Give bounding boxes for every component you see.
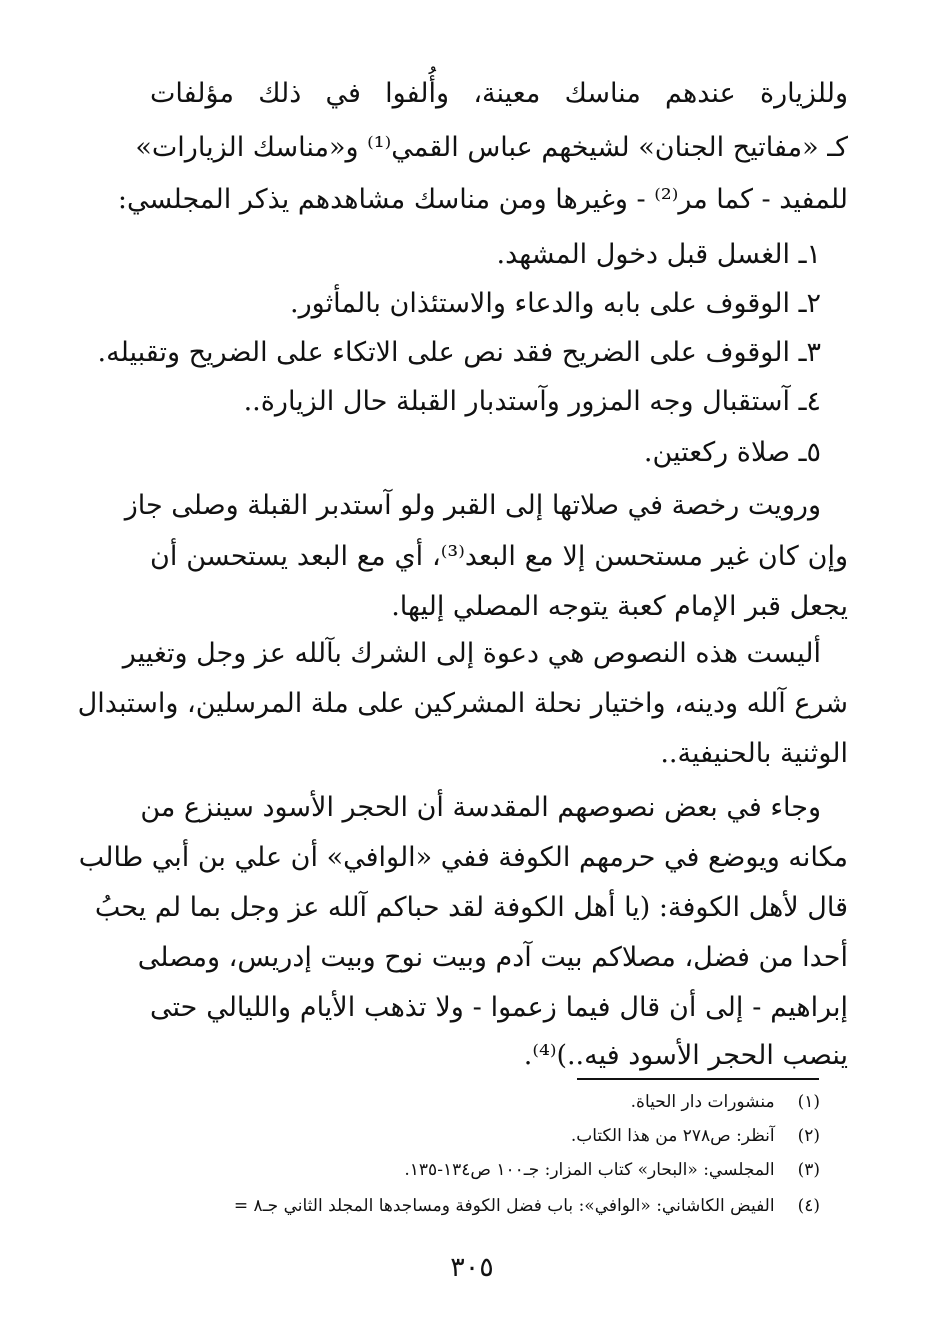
footnote-text: الفيض الكاشاني: «الوافي»: باب فضل الكوفة ومساجدها المجلد الثاني جـ٨ = bbox=[233, 1196, 775, 1216]
list-item: ٥ـ صلاة ركعتين. bbox=[643, 437, 821, 468]
footnote-number: (٢) bbox=[797, 1126, 820, 1146]
body-line: شرع آلله ودينه، واختيار نحلة المشركين على ملة المرسلين، واستبدال bbox=[77, 688, 848, 719]
footnote bbox=[234, 1196, 820, 1216]
body-line: قال لأهل الكوفة: (يا أهل الكوفة لقد حباكم آلله عز وجل بما لم يحبُ bbox=[94, 892, 848, 923]
body-line: وإن كان غير مستحسن إلا مع البعد⁽³⁾، أي مع البعد يستحسن أن bbox=[150, 541, 849, 572]
list-item: ١ـ الغسل قبل دخول المشهد. bbox=[496, 239, 821, 270]
body-line: الوثنية بالحنيفية.. bbox=[660, 738, 848, 769]
body-line: وللزيارة عندهم مناسك معينة، وأُلفوا في ذلك مؤلفات bbox=[150, 78, 848, 109]
body-line: يجعل قبر الإمام كعبة يتوجه المصلي إليها. bbox=[391, 591, 848, 622]
body-line: أحدا من فضل، مصلاكم بيت آدم وبيت نوح وبيت إدريس، ومصلى bbox=[137, 942, 848, 973]
body-line: إبراهيم - إلى أن قال فيما زعموا - ولا تذهب الأيام والليالي حتى bbox=[150, 992, 848, 1023]
body-line: كـ «مفاتيح الجنان» لشيخهم عباس القمي⁽¹⁾ و«مناسك الزيارات» bbox=[135, 132, 848, 163]
list-item: ٢ـ الوقوف على بابه والدعاء والاستئذان بالمأثور. bbox=[290, 288, 821, 319]
body-line: ينصب الحجر الأسود فيه..)⁽⁴⁾. bbox=[523, 1040, 848, 1071]
body-line: أليست هذه النصوص هي دعوة إلى الشرك بآلله عز وجل وتغيير bbox=[122, 638, 821, 669]
page-number: ٣٠٥ bbox=[450, 1252, 494, 1283]
list-item: ٣ـ الوقوف على الضريح فقد نص على الاتكاء على الضريح وتقبيله. bbox=[97, 337, 821, 368]
body-line: مكانه ويوضع في حرمهم الكوفة ففي «الوافي» أن علي بن أبي طالب bbox=[78, 842, 848, 873]
footnote-number: (٣) bbox=[797, 1160, 820, 1180]
footnote-rule bbox=[577, 1078, 819, 1080]
body-line: ورويت رخصة في صلاتها إلى القبر ولو آستدبر القبلة وصلى جاز bbox=[124, 490, 821, 521]
footnote bbox=[571, 1126, 820, 1146]
body-line: وجاء في بعض نصوصهم المقدسة أن الحجر الأسود سينزع من bbox=[140, 792, 821, 823]
body-line: للمفيد - كما مر⁽²⁾ - وغيرها ومن مناسك مشاهدهم يذكر المجلسي: bbox=[117, 184, 848, 215]
footnote bbox=[404, 1160, 820, 1180]
footnote-number: (١) bbox=[797, 1092, 820, 1112]
footnote-text: المجلسي: «البحار» كتاب المزار: جـ١٠٠ ص١٣٤-١٣٥. bbox=[404, 1160, 775, 1180]
footnote-text: آنظر: ص٢٧٨ من هذا الكتاب. bbox=[570, 1126, 775, 1146]
footnote-text: منشورات دار الحياة. bbox=[630, 1092, 775, 1112]
footnote bbox=[631, 1092, 820, 1112]
list-item: ٤ـ آستقبال وجه المزور وآستدبار القبلة حال الزيارة.. bbox=[243, 386, 821, 417]
footnote-number: (٤) bbox=[797, 1196, 820, 1216]
